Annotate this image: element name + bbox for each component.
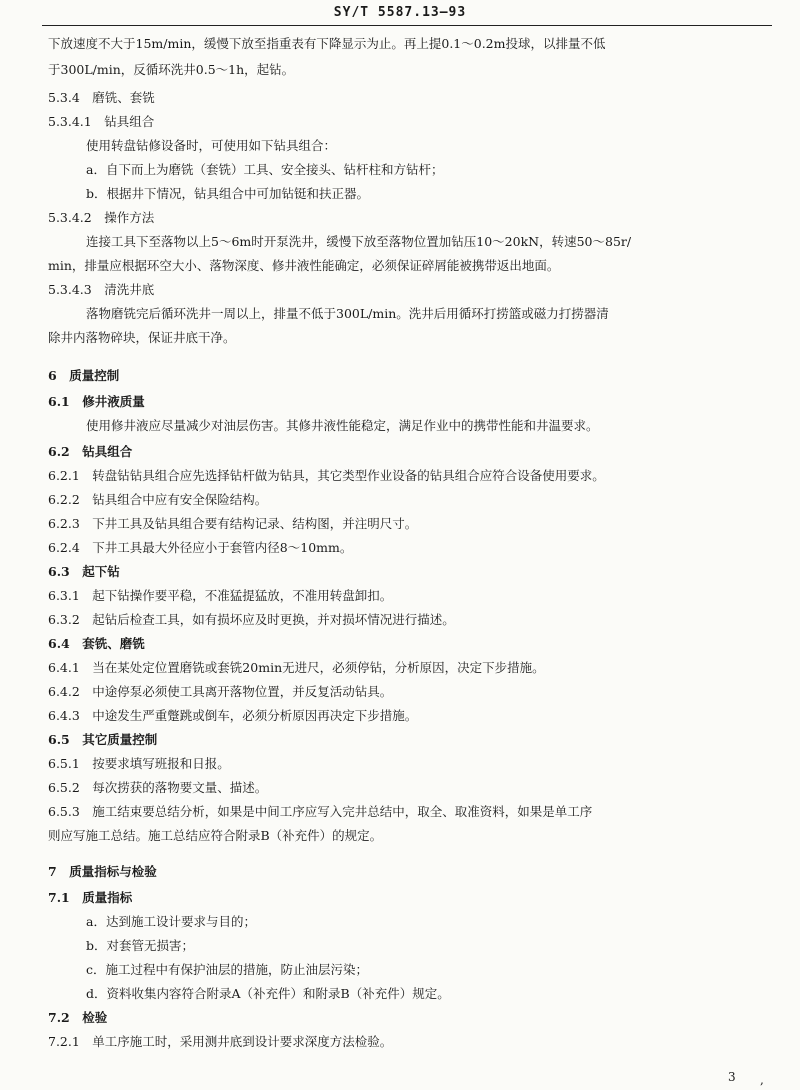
page-header: [0, 0, 800, 28]
clause-item: 6.2.4 下井工具最大外径应小于套管内径8～10mm。: [48, 540, 353, 555]
page-number: 3: [728, 1070, 736, 1084]
clause-heading: 5.3.4 磨铣、套铣: [48, 90, 155, 105]
clause-item: 6.4.2 中途停泵必须使工具离开落物位置，并反复活动钻具。: [48, 684, 393, 699]
list-item: b．根据井下情况，钻具组合中可加钻铤和扶正器。: [86, 186, 370, 201]
clause-heading: 7.2 检验: [48, 1010, 108, 1025]
clause-item: 6.5.3 施工结束要总结分析，如果是中间工序应写入完井总结中，取全、取准资料，如果是单工序: [48, 804, 593, 819]
list-item: d．资料收集内容符合附录A（补充件）和附录B（补充件）规定。: [86, 986, 450, 1001]
clause-item: 6.5.2 每次捞获的落物要文量、描述。: [48, 780, 268, 795]
list-item: c．施工过程中有保护油层的措施，防止油层污染；: [86, 962, 369, 977]
list-item: b．对套管无损害；: [86, 938, 195, 953]
clause-heading: 7.1 质量指标: [48, 890, 133, 905]
section-heading: 6 质量控制: [48, 368, 120, 383]
clause-item: 6.3.2 起钻后检查工具，如有损坏应及时更换，并对损坏情况进行描述。: [48, 612, 455, 627]
body-line: 则应写施工总结。施工总结应符合附录B（补充件）的规定。: [48, 828, 383, 843]
body-line: 下放速度不大于15m/min，缓慢下放至指重表有下降显示为止。再上提0.1～0.2m投球，以排量不低: [48, 36, 606, 51]
clause-heading: 6.3 起下钻: [48, 564, 120, 579]
footer-mark: ,: [760, 1073, 764, 1087]
clause-item: 6.2.1 转盘钻钻具组合应先选择钻杆做为钻具，其它类型作业设备的钻具组合应符合设备使用要求。: [48, 468, 605, 483]
clause-heading: 5.3.4.1 钻具组合: [48, 114, 155, 129]
list-item: a．自下而上为磨铣（套铣）工具、安全接头、钻杆柱和方钻杆；: [86, 162, 444, 177]
clause-item: 6.3.1 起下钻操作要平稳，不准猛提猛放，不准用转盘卸扣。: [48, 588, 393, 603]
clause-heading: 6.5 其它质量控制: [48, 732, 158, 747]
body-line: 使用转盘钻修设备时，可使用如下钻具组合：: [86, 138, 337, 153]
clause-heading: 5.3.4.2 操作方法: [48, 210, 155, 225]
clause-item: 7.2.1 单工序施工时，采用测井底到设计要求深度方法检验。: [48, 1034, 393, 1049]
section-heading: 7 质量指标与检验: [48, 864, 157, 879]
clause-item: 6.4.1 当在某处定位置磨铣或套铣20min无进尺，必须停钻，分析原因，决定下步措施。: [48, 660, 545, 675]
standard-number: SY/T 5587.13—93: [333, 5, 467, 20]
clause-item: 6.2.3 下井工具及钻具组合要有结构记录、结构图，并注明尺寸。: [48, 516, 418, 531]
clause-item: 6.4.3 中途发生严重蹩跳或倒车，必须分析原因再决定下步措施。: [48, 708, 418, 723]
list-item: a．达到施工设计要求与目的；: [86, 914, 256, 929]
clause-item: 6.5.1 按要求填写班报和日报。: [48, 756, 230, 771]
body-line: 使用修井液应尽量减少对油层伤害。其修井液性能稳定，满足作业中的携带性能和井温要求。: [86, 418, 599, 433]
body-line: 落物磨铣完后循环洗井一周以上，排量不低于300L/min。洗井后用循环打捞篮或磁力打捞器清: [86, 306, 609, 321]
body-line: 于300L/min，反循环洗井0.5～1h，起钻。: [48, 62, 295, 77]
body-line: 连接工具下至落物以上5～6m时开泵洗井，缓慢下放至落物位置加钻压10～20kN，转速50～85r/: [86, 234, 632, 249]
clause-heading: 6.1 修井液质量: [48, 394, 145, 409]
clause-heading: 5.3.4.3 清洗井底: [48, 282, 155, 297]
clause-item: 6.2.2 钻具组合中应有安全保险结构。: [48, 492, 268, 507]
clause-heading: 6.2 钻具组合: [48, 444, 133, 459]
body-line: min，排量应根据环空大小、落物深度、修井液性能确定，必须保证碎屑能被携带返出地面。: [48, 258, 560, 273]
clause-heading: 6.4 套铣、磨铣: [48, 636, 145, 651]
body-line: 除井内落物碎块，保证井底干净。: [48, 330, 236, 345]
header-rule: [42, 25, 772, 26]
